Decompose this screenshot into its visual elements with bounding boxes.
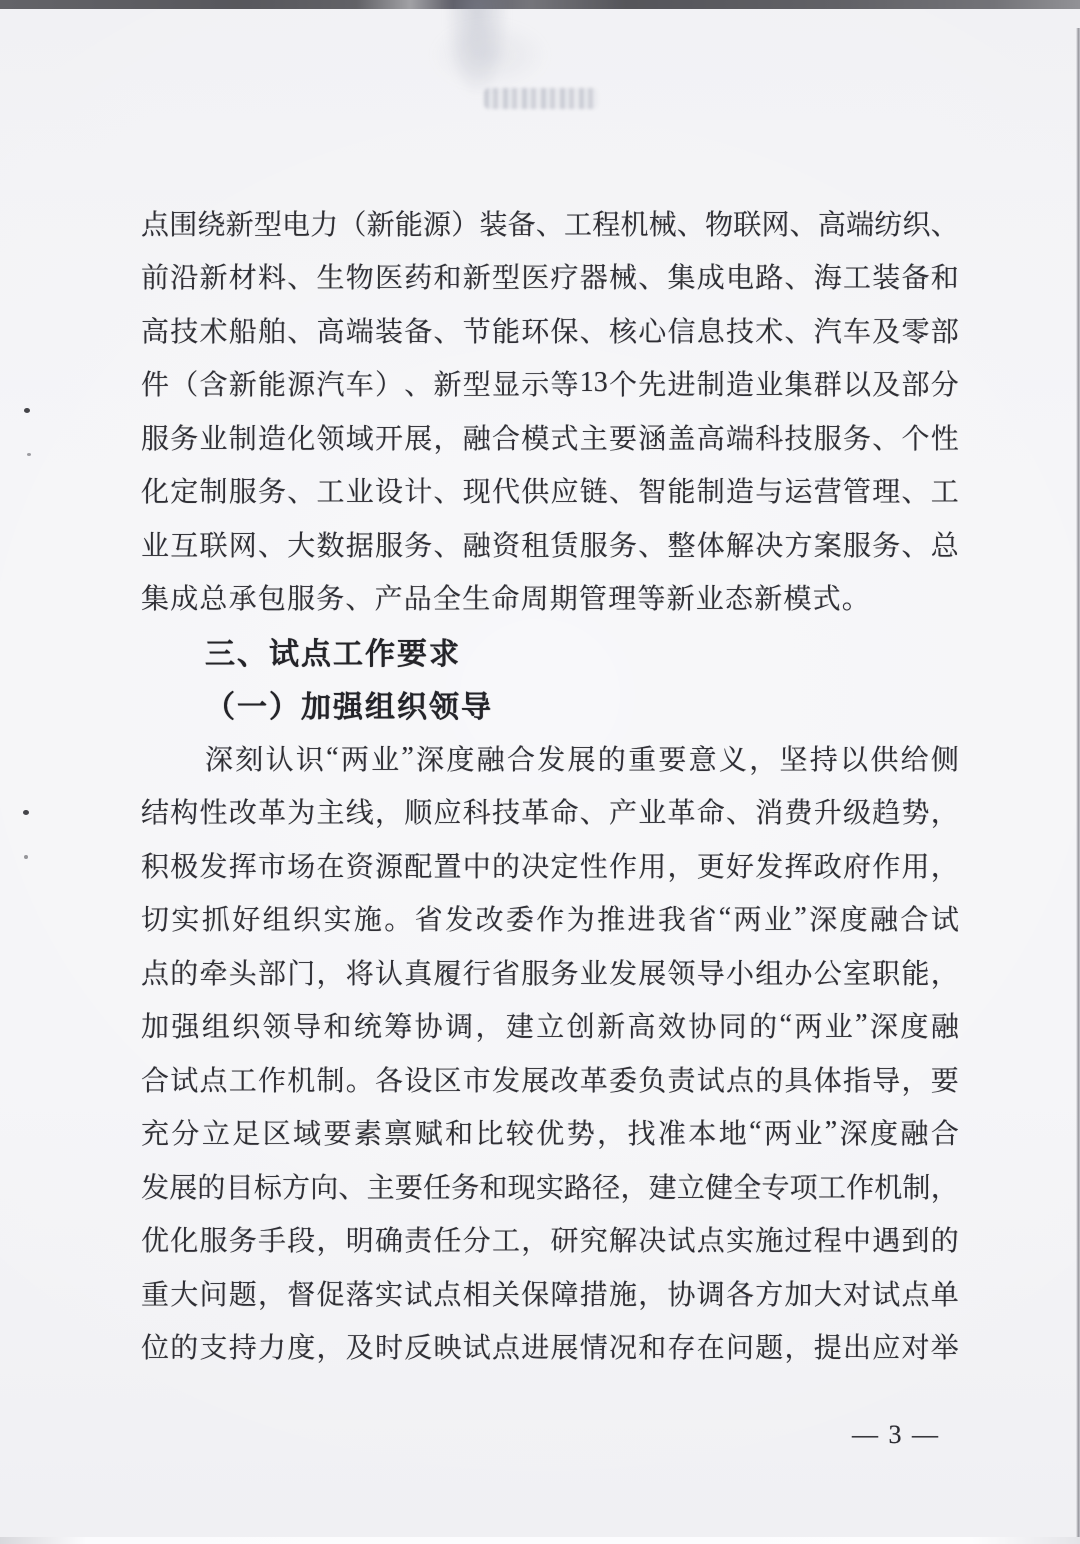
text-line-22: 位 的 支 持 力 度 ， 及 时 反 映 试 点 进 展 情 况 和 存 在 问 题 ， 提 出 应 对 举: [141, 1333, 959, 1365]
scan-smudge-stamp: [484, 88, 598, 109]
text-line-7: 业 互 联 网 、 大 数 据 服 务 、 融 资 租 赁 服 务 、 整 体 解 决 方 案 服 务 、 总: [141, 530, 959, 562]
text-line-17: 合 试 点 工 作 机 制 。 各 设 区 市 发 展 改 革 委 负 责 试 点 的 具 体 指 导 ， 要: [141, 1065, 959, 1097]
text-line-13: 积 极 发 挥 市 场 在 资 源 配 置 中 的 决 定 性 作 用 ， 更 好 发 挥 政 府 作 用 ，: [141, 851, 959, 883]
text-line-12: 结 构 性 改 革 为 主 线 ， 顺 应 科 技 革 命 、 产 业 革 命 、 消 费 升 级 趋 势 ，: [141, 798, 959, 830]
text-line-18: 充 分 立 足 区 域 要 素 禀 赋 和 比 较 优 势 ， 找 准 本 地 “ 两 业 ” 深 度 融 合: [141, 1116, 959, 1151]
scan-bottom-edge: [0, 1537, 1080, 1544]
text-line-8: 集成总承包服务、产品全生命周期管理等新业态新模式。: [141, 584, 872, 616]
text-line-3: 高 技 术 船 舶 、 高 端 装 备 、 节 能 环 保 、 核 心 信 息 技 术 、 汽 车 及 零 部: [141, 316, 959, 348]
scan-smudge-streak: [447, 0, 507, 94]
text-line-5: 服 务 业 制 造 化 领 域 开 展 ， 融 合 模 式 主 要 涵 盖 高 端 科 技 服 务 、 个 性: [141, 423, 959, 455]
text-line-14: 切 实 抓 好 组 织 实 施 。 省 发 改 委 作 为 推 进 我 省 “ 两 业 ” 深 度 融 合 试: [141, 902, 959, 937]
text-line-1: 点 围 绕 新 型 电 力 （ 新 能 源 ） 装 备 、 工 程 机 械 、 物 联 网 、 高 端 纺 织 、: [141, 209, 959, 241]
text-line-11: 深 刻 认 识 “ 两 业 ” 深 度 融 合 发 展 的 重 要 意 义 ， 坚 持 以 供 给 侧: [205, 741, 959, 776]
text-line-9: 三、试点工作要求: [205, 637, 461, 671]
scan-right-edge: [1076, 28, 1080, 1544]
text-line-2: 前 沿 新 材 料 、 生 物 医 药 和 新 型 医 疗 器 械 、 集 成 电 路 、 海 工 装 备 和: [141, 263, 959, 295]
scan-top-edge: [0, 0, 1080, 9]
document-body: [141, 196, 959, 1373]
text-line-4: 件 （ 含 新 能 源 汽 车 ） 、 新 型 显 示 等 13 个 先 进 制 造 业 集 群 以 及 部 分: [141, 367, 959, 402]
margin-speck: [24, 408, 30, 413]
text-line-15: 点 的 牵 头 部 门 ， 将 认 真 履 行 省 服 务 业 发 展 领 导 小 组 办 公 室 职 能 ，: [141, 958, 959, 990]
text-line-10: （一）加强组织领导: [205, 691, 493, 725]
text-line-21: 重 大 问 题 ， 督 促 落 实 试 点 相 关 保 障 措 施 ， 协 调 各 方 加 大 对 试 点 单: [141, 1279, 959, 1311]
text-line-19: 发 展 的 目 标 方 向 、 主 要 任 务 和 现 实 路 径 ， 建 立 健 全 专 项 工 作 机 制 ，: [141, 1172, 959, 1204]
margin-speck: [27, 453, 31, 456]
margin-speck: [24, 855, 28, 859]
margin-speck: [23, 810, 29, 815]
text-line-16: 加 强 组 织 领 导 和 统 筹 协 调 ， 建 立 创 新 高 效 协 同 的 “ 两 业 ” 深 度 融: [141, 1009, 959, 1044]
text-line-20: 优 化 服 务 手 段 ， 明 确 责 任 分 工 ， 研 究 解 决 试 点 实 施 过 程 中 遇 到 的: [141, 1226, 959, 1258]
page-number: — 3 —: [852, 1420, 940, 1449]
text-line-6: 化 定 制 服 务 、 工 业 设 计 、 现 代 供 应 链 、 智 能 制 造 与 运 营 管 理 、 工: [141, 477, 959, 509]
